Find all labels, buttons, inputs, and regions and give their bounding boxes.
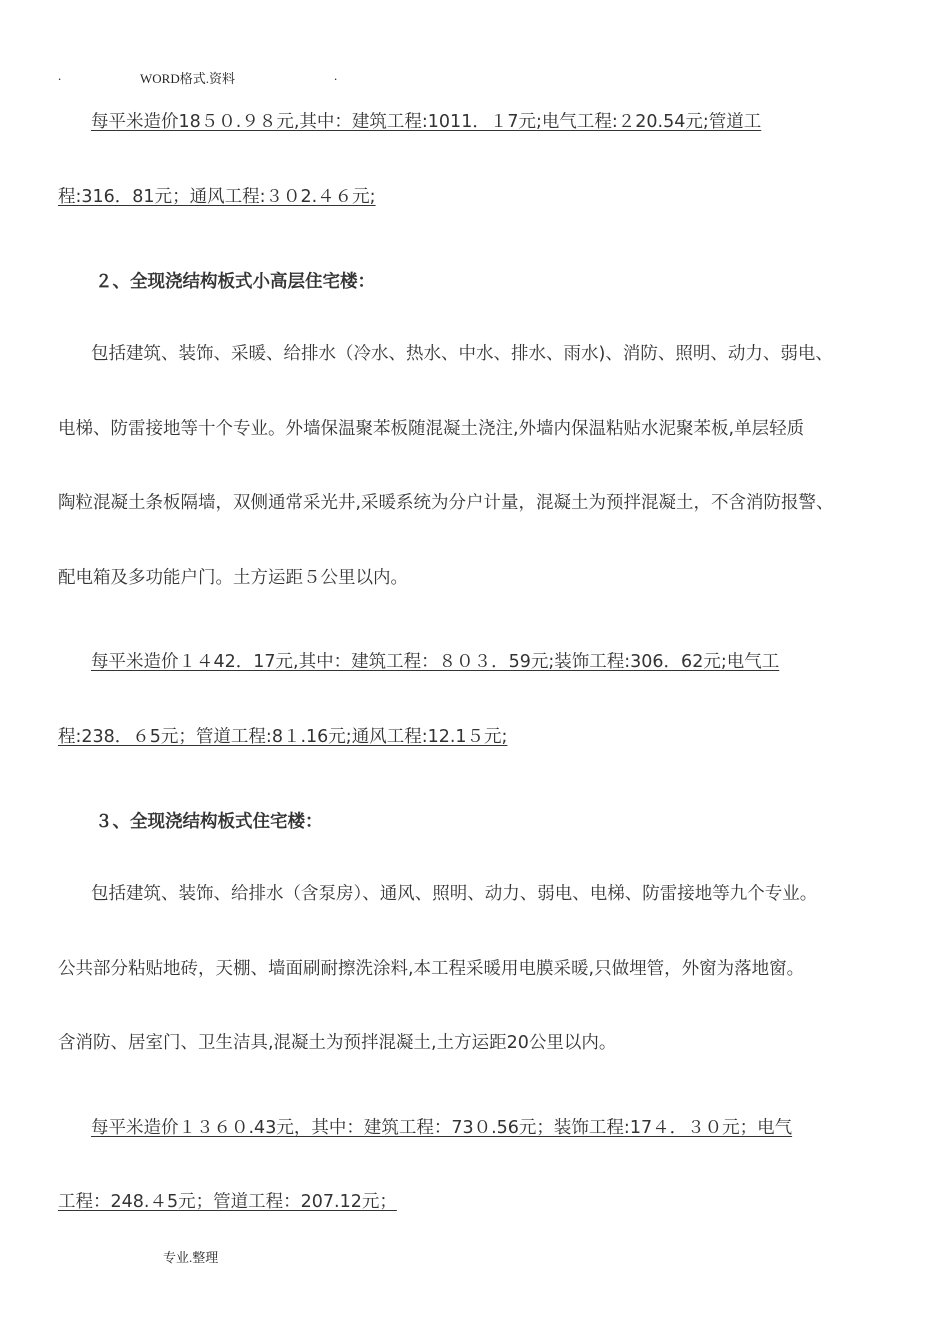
cost-summary-1-line-1: 每平米造价18５０.９８元,其中：建筑工程:1011．１7元;电气工程:２20.54元;管道工 <box>91 112 762 132</box>
cost-summary-2-line-2: 程:238．６5元；管道工程:8１.16元;通风工程:12.1５元; <box>58 727 508 747</box>
description-2-line-1: 包括建筑、装饰、采暖、给排水（冷水、热水、中水、排水、雨水)、消防、照明、动力、弱电、 <box>91 344 833 364</box>
description-3-line-2: 公共部分粘贴地砖，天棚、墙面刷耐擦洗涂料,本工程采暖用电膜采暖,只做埋管，外窗为落地窗。 <box>58 959 805 979</box>
description-2-line-2: 电梯、防雷接地等十个专业。外墙保温聚苯板随混凝土浇注,外墙内保温粘贴水泥聚苯板,单层轻质 <box>58 419 805 439</box>
cost-summary-3-line-2: 工程：248.４5元；管道工程：207.12元； <box>58 1192 397 1212</box>
description-2-line-4: 配电箱及多功能户门。土方运距５公里以内。 <box>58 568 408 588</box>
header-dot-right: . <box>334 68 338 83</box>
section-heading-3: ３、全现浇结构板式住宅楼： <box>95 812 323 832</box>
cost-summary-1-line-2: 程:316．81元；通风工程:３０2.４６元; <box>58 187 376 207</box>
page-header <box>58 68 338 132</box>
description-2-line-3: 陶粒混凝土条板隔墙，双侧通常采光井,采暖系统为分户计量，混凝土为预拌混凝土，不含消防报警、 <box>58 493 834 513</box>
cost-summary-2-line-1: 每平米造价１４42．17元,其中：建筑工程：８０３．59元;装饰工程:306．62元;电气工 <box>91 652 780 672</box>
header-title: WORD格式.资料 <box>140 71 235 86</box>
description-3-line-1: 包括建筑、装饰、给排水（含泵房）、通风、照明、动力、弱电、电梯、防雷接地等九个专业。 <box>91 884 818 904</box>
description-3-line-3: 含消防、居室门、卫生洁具,混凝土为预拌混凝土,土方运距20公里以内。 <box>58 1033 617 1053</box>
section-heading-2: ２、全现浇结构板式小高层住宅楼： <box>95 272 375 292</box>
page-footer: 专业.整理 <box>163 1250 219 1265</box>
cost-summary-3-line-1: 每平米造价１３６０.43元，其中：建筑工程：73０.56元；装饰工程:17４．３０元；电气 <box>91 1118 793 1138</box>
header-dot-left: . <box>58 68 62 83</box>
